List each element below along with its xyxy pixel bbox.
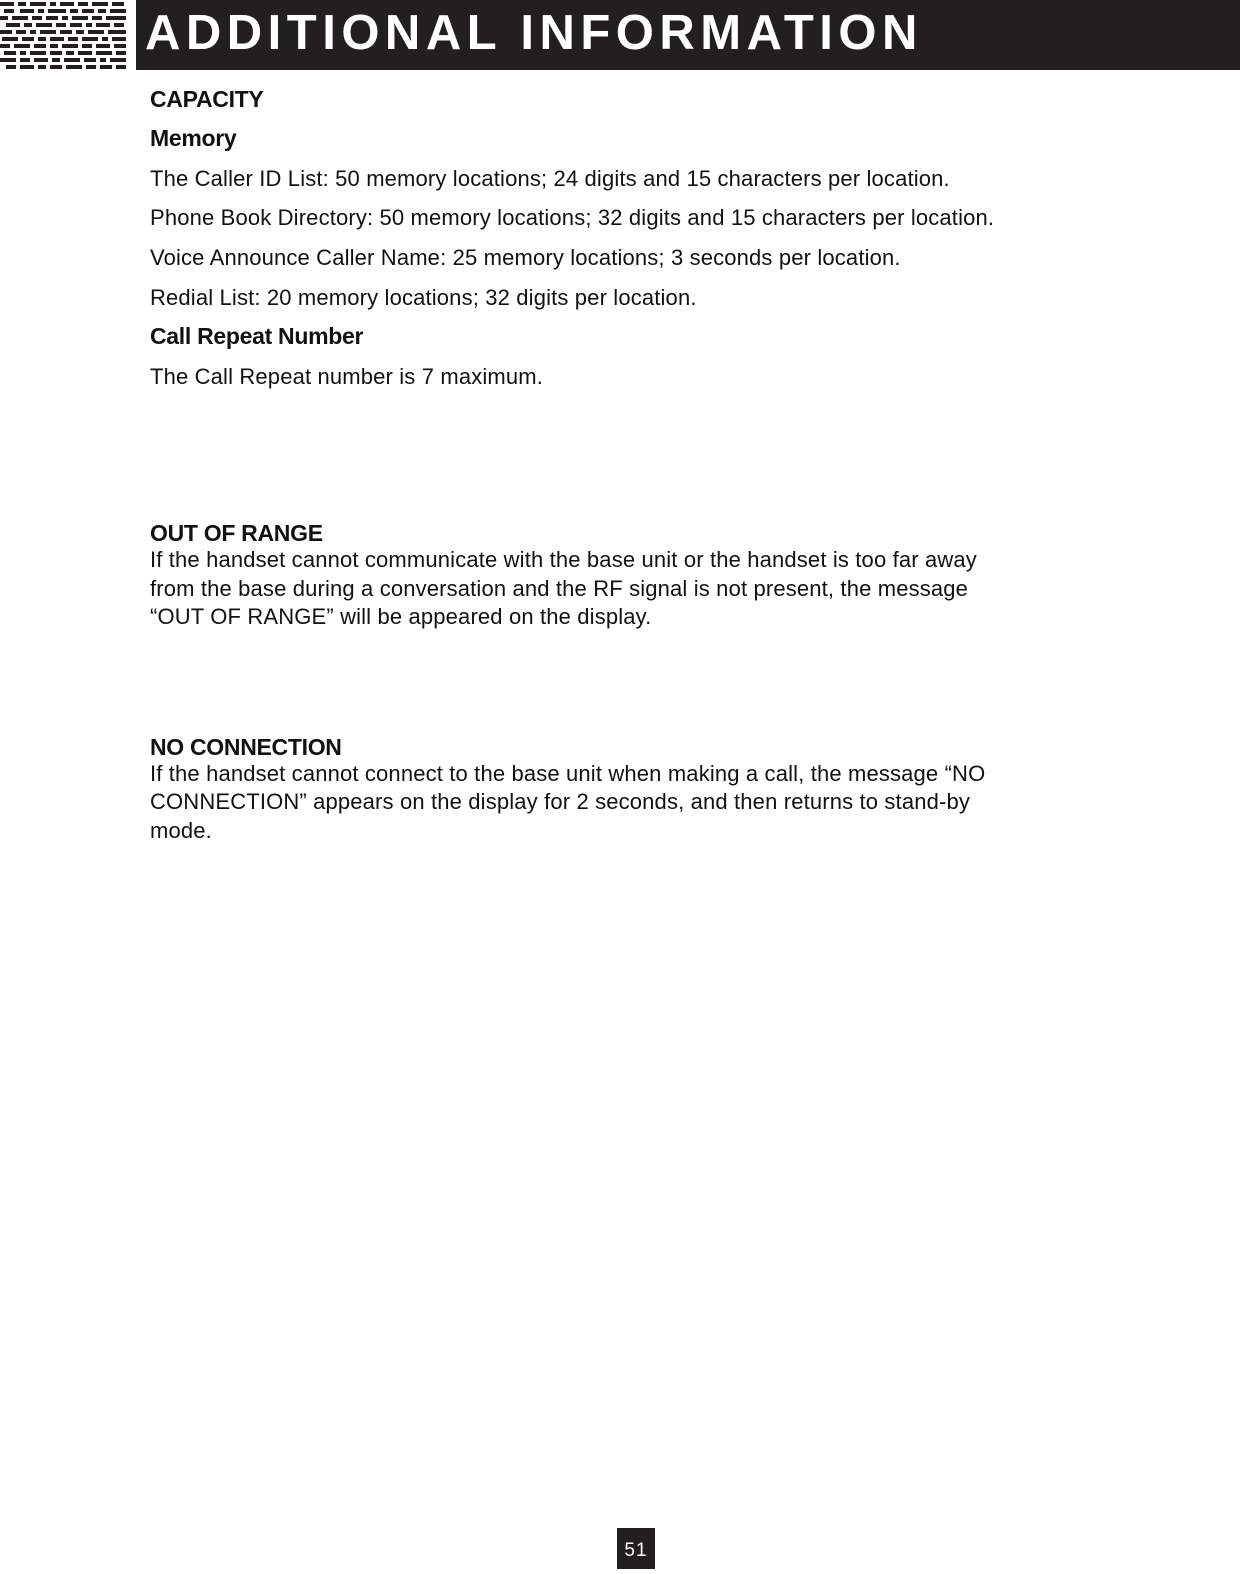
- call-repeat-heading: Call Repeat Number: [150, 323, 364, 349]
- out-of-range-heading: OUT OF RANGE: [150, 520, 323, 546]
- out-of-range-line: from the base during a conversation and the RF signal is not present, the message: [150, 576, 969, 601]
- no-connection-heading: NO CONNECTION: [150, 734, 342, 760]
- no-connection-line: If the handset cannot connect to the base unit when making a call, the message “NO: [150, 761, 986, 786]
- memory-heading: Memory: [150, 125, 237, 151]
- memory-line-redial: Redial List: 20 memory locations; 32 digits per location.: [150, 285, 697, 310]
- header-decorative-pattern: [0, 0, 128, 70]
- no-connection-line: mode.: [150, 818, 212, 843]
- out-of-range-line: “OUT OF RANGE” will be appeared on the display.: [150, 604, 652, 629]
- out-of-range-line: If the handset cannot communicate with the base unit or the handset is too far away: [150, 547, 977, 572]
- page-title: ADDITIONAL INFORMATION: [145, 6, 923, 60]
- page-number: 51: [617, 1528, 655, 1569]
- call-repeat-text: The Call Repeat number is 7 maximum.: [150, 364, 543, 389]
- no-connection-line: CONNECTION” appears on the display for 2 seconds, and then returns to stand-by: [150, 789, 970, 814]
- memory-line-caller-id: The Caller ID List: 50 memory locations; 24 digits and 15 characters per location.: [150, 166, 950, 191]
- memory-line-voice-announce: Voice Announce Caller Name: 25 memory locations; 3 seconds per location.: [150, 245, 901, 270]
- memory-line-phone-book: Phone Book Directory: 50 memory locations; 32 digits and 15 characters per location.: [150, 205, 995, 230]
- capacity-heading: CAPACITY: [150, 86, 264, 112]
